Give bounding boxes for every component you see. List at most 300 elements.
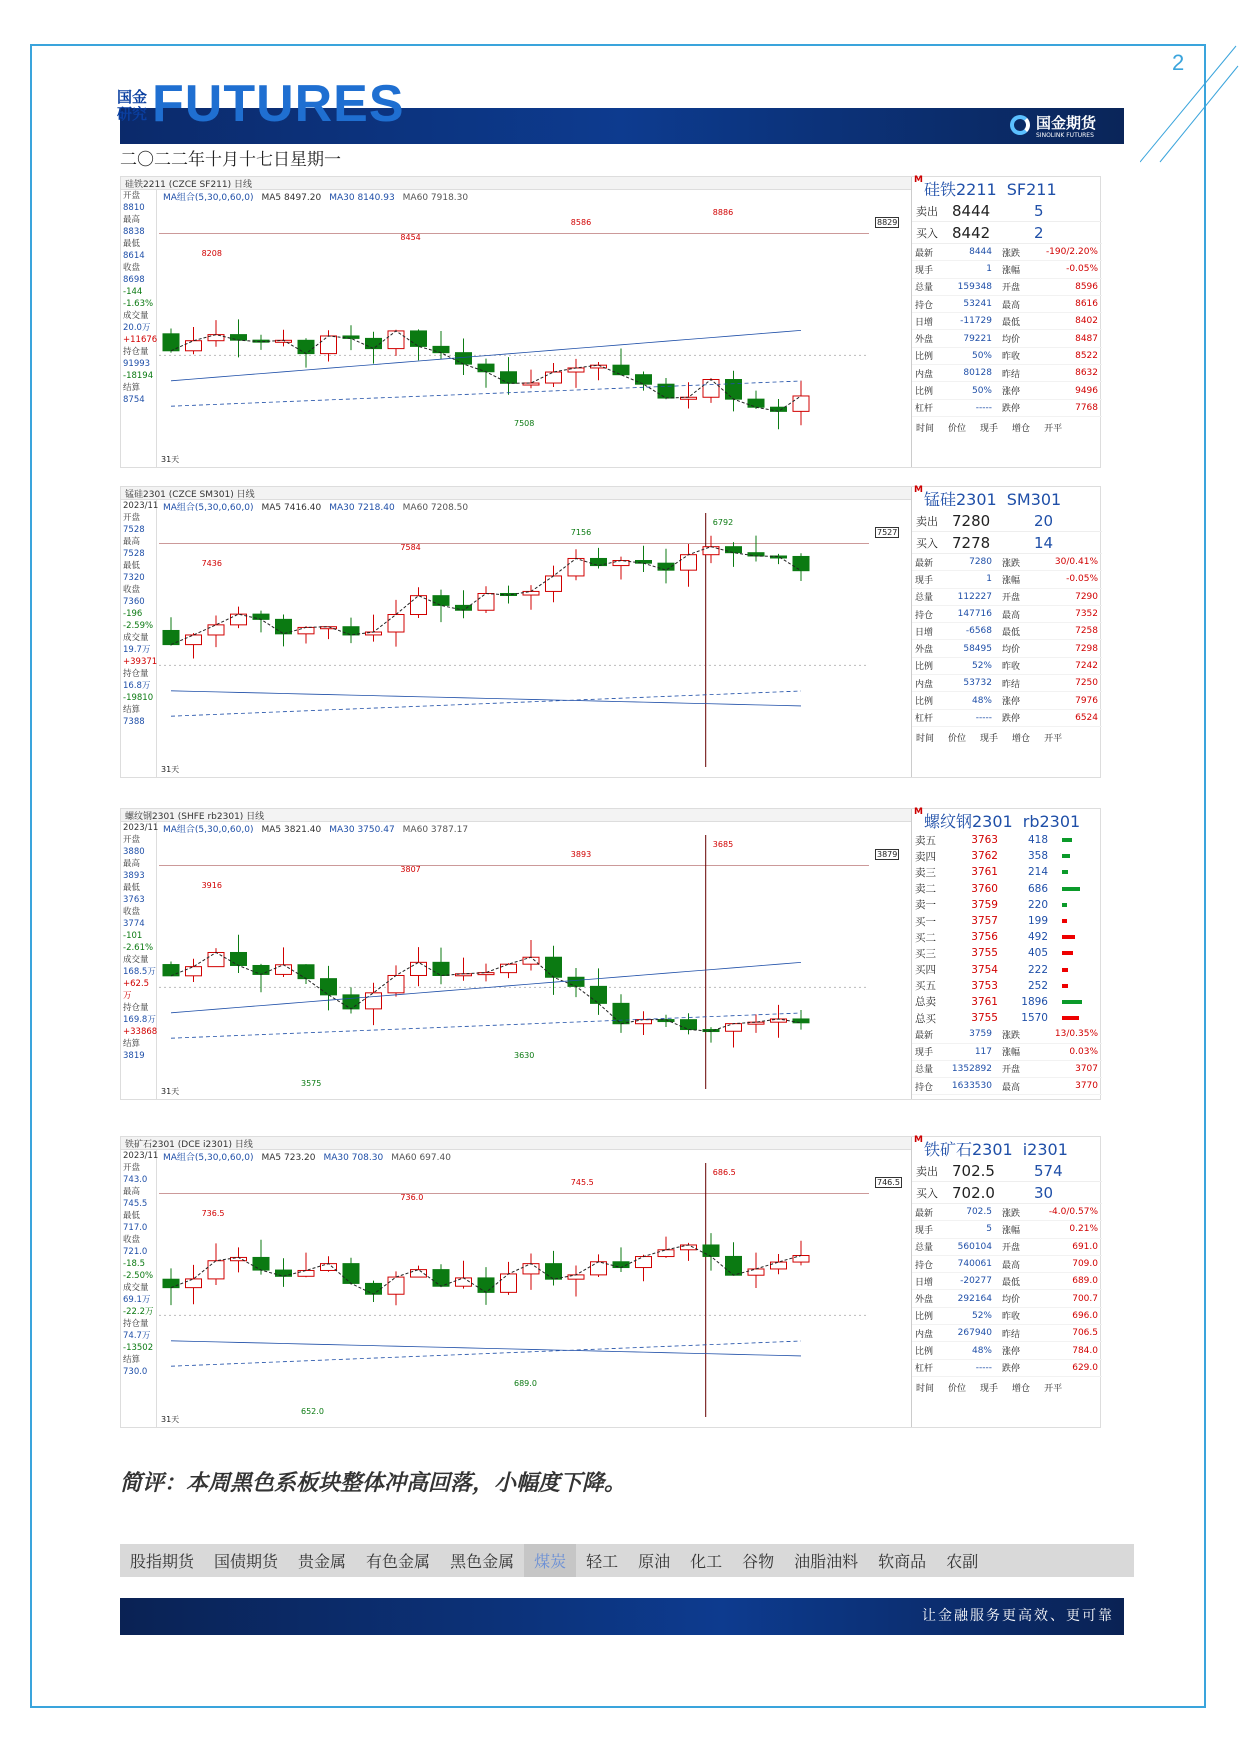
- candle-body: [726, 1256, 742, 1275]
- quote-stats: [912, 244, 1102, 417]
- logo-futures: FUTURES: [152, 75, 405, 133]
- quote-stats: [912, 1204, 1102, 1377]
- ohlc-value: 最高: [123, 537, 141, 547]
- ma-label: MA5 7416.40: [261, 503, 322, 513]
- ohlc-value: 91993: [123, 359, 151, 369]
- ohlc-value: 最高: [123, 215, 141, 225]
- nav-item[interactable]: 煤炭: [524, 1544, 576, 1577]
- ohlc-value: -196: [123, 609, 143, 619]
- ma-label: MA5 3821.40: [261, 825, 322, 835]
- ma-label: MA5 8497.20: [261, 193, 322, 203]
- order-book-row[interactable]: 买三 3755 405: [912, 945, 1102, 961]
- volume-bar: [1062, 854, 1070, 858]
- ohlc-value: +39371: [123, 657, 158, 667]
- volume-bar: [1062, 919, 1067, 923]
- volume-bar: [1062, 887, 1080, 891]
- quote-stats: [912, 1026, 1102, 1095]
- ohlc-value: 168.5万: [123, 967, 156, 977]
- ohlc-value: 169.8万: [123, 1015, 156, 1025]
- candle-body: [681, 1020, 697, 1030]
- nav-item[interactable]: 有色金属: [366, 1552, 431, 1571]
- candle-body: [433, 596, 449, 606]
- volume-bar: [1062, 1000, 1082, 1004]
- ma-label: MA60 7208.50: [402, 503, 469, 513]
- candle-body: [546, 576, 562, 591]
- quote-title[interactable]: M 铁矿石2301 i2301: [912, 1137, 1102, 1160]
- ohlc-value: 最低: [123, 239, 141, 249]
- ask-row[interactable]: 卖出 702.5 574: [912, 1160, 1102, 1182]
- ohlc-sidebar: [121, 190, 157, 467]
- ohlc-value: 16.8万: [123, 681, 151, 691]
- ohlc-value: 3819: [123, 1051, 145, 1061]
- nav-item[interactable]: 贵金属: [298, 1552, 347, 1571]
- ohlc-value: 成交量: [123, 633, 149, 643]
- candle-body: [276, 619, 292, 633]
- ohlc-value: 最高: [123, 1187, 141, 1197]
- ohlc-value: +62.5万: [123, 979, 150, 1001]
- candle-body: [411, 331, 427, 346]
- candle-body: [231, 614, 247, 625]
- ma-label: MA组合(5,30,0,60,0): [163, 1153, 254, 1163]
- ohlc-value: 最低: [123, 883, 141, 893]
- volume-bar: [1062, 870, 1068, 874]
- price-label: 8886: [712, 208, 734, 218]
- ma-label: MA60 7918.30: [402, 193, 469, 203]
- ohlc-value: 7320: [123, 573, 145, 583]
- right-axis-tag: 746.5: [877, 1178, 900, 1187]
- candle-body: [253, 965, 269, 974]
- logo-small-text: 国金 研究: [117, 88, 148, 123]
- ohlc-value: 3774: [123, 919, 145, 929]
- candle-body: [208, 952, 224, 966]
- quote-stat-row: 总量 112227 开盘 7290: [912, 589, 1102, 606]
- quote-stat-row: 持仓 740061 最高 709.0: [912, 1256, 1102, 1273]
- candle-body: [793, 1019, 809, 1023]
- candle-body: [321, 336, 337, 354]
- candle-body: [321, 979, 337, 995]
- ohlc-value: 结算: [123, 383, 141, 393]
- ohlc-value: 8838: [123, 227, 145, 237]
- candle-body: [186, 341, 202, 351]
- candle-body: [433, 346, 449, 352]
- price-label: 3685: [712, 840, 734, 850]
- quote-title[interactable]: M 硅铁2211 SF211: [912, 177, 1102, 200]
- bid-row[interactable]: 买入 8442 2: [912, 222, 1102, 244]
- candle-body: [478, 364, 494, 372]
- quote-stat-row: 外盘 58495 均价 7298: [912, 640, 1102, 657]
- quote-stat-row: 外盘 79221 均价 8487: [912, 330, 1102, 347]
- ohlc-value: 最高: [123, 859, 141, 869]
- nav-item[interactable]: 股指期货: [130, 1552, 195, 1571]
- candle-body: [793, 1256, 809, 1263]
- quote-stats: [912, 554, 1102, 727]
- quote-panel: [911, 1137, 1102, 1427]
- right-axis-tag: 7527: [877, 528, 898, 537]
- candle-body: [568, 977, 584, 986]
- candle-body: [501, 1274, 517, 1292]
- quote-stat-row: 比例 48% 涨停 784.0: [912, 1342, 1102, 1359]
- footer-banner: [120, 1598, 1124, 1635]
- ohlc-value: -144: [123, 287, 143, 297]
- brand-logo: 国金期货 SINOLINK FUTURES: [1010, 112, 1096, 139]
- ohlc-value: 收盘: [123, 263, 141, 273]
- price-label: 652.0: [301, 1406, 324, 1416]
- order-book-row[interactable]: 总卖 3761 1896: [912, 994, 1102, 1010]
- candle-body: [343, 995, 359, 1009]
- quote-stat-row: 总量 1352892 开盘 3707: [912, 1061, 1102, 1078]
- candle-body: [411, 962, 427, 975]
- candle-body: [388, 1277, 404, 1294]
- price-label: 3916: [201, 880, 222, 890]
- candle-body: [546, 1264, 562, 1280]
- price-label: 7436: [201, 558, 222, 568]
- ohlc-value: 最低: [123, 561, 141, 571]
- candle-body: [591, 986, 607, 1003]
- ohlc-value: 730.0: [123, 1367, 148, 1377]
- kline-panel[interactable]: [120, 808, 1101, 1100]
- price-label: 3807: [400, 865, 421, 875]
- nav-item[interactable]: 国债期货: [214, 1552, 279, 1571]
- days-label: 31天: [161, 765, 180, 774]
- nav-item[interactable]: 油脂油料: [794, 1552, 859, 1571]
- candle-body: [208, 625, 224, 635]
- candle-body: [681, 555, 697, 570]
- quote-stat-row: 内盘 53732 昨结 7250: [912, 675, 1102, 692]
- price-label: 8454: [400, 233, 421, 243]
- price-label: 7156: [570, 528, 592, 538]
- candle-body: [771, 556, 787, 558]
- ask-row[interactable]: 卖出 7280 20: [912, 510, 1102, 532]
- ma60-line: [171, 1013, 801, 1038]
- quote-stat-row: 现手 5 涨幅 0.21%: [912, 1221, 1102, 1238]
- candle-body: [636, 1257, 652, 1268]
- quote-stat-row: 比例 48% 涨停 7976: [912, 692, 1102, 709]
- ohlc-value: 19.7万: [123, 645, 151, 655]
- quote-stat-row: 现手 117 涨幅 0.03%: [912, 1044, 1102, 1061]
- right-axis-tag: 3879: [877, 850, 898, 859]
- price-label: 7584: [400, 543, 421, 553]
- quote-stat-row: 持仓 53241 最高 8616: [912, 296, 1102, 313]
- quote-stat-row: 内盘 80128 昨结 8632: [912, 365, 1102, 382]
- kline-panel[interactable]: [120, 176, 1101, 468]
- volume-bar: [1062, 968, 1068, 972]
- trade-columns: [912, 731, 1102, 744]
- candle-body: [523, 383, 539, 385]
- order-book-row[interactable]: 买四 3754 222: [912, 962, 1102, 978]
- ohlc-value: 8614: [123, 251, 145, 261]
- candle-body: [163, 965, 179, 976]
- candle-body: [231, 952, 247, 965]
- quote-stat-row: 最新 702.5 涨跌 -4.0/0.57%: [912, 1204, 1102, 1221]
- quote-stat-row: 杠杆 ----- 跌停 629.0: [912, 1360, 1102, 1377]
- order-book-row[interactable]: 买一 3757 199: [912, 913, 1102, 929]
- comment-text: 简评：本周黑色系板块整体冲高回落，小幅度下降。: [120, 1471, 627, 1496]
- candle-body: [523, 1264, 539, 1274]
- order-book-row[interactable]: 卖五 3763 418: [912, 832, 1102, 848]
- quote-panel: [911, 809, 1102, 1099]
- trade-column-label: 增仓: [1012, 423, 1031, 434]
- report-date: 二〇二二年十月十七日星期一: [120, 150, 341, 170]
- trade-column-label: 价位: [948, 1383, 967, 1394]
- ma-legend: [163, 190, 476, 203]
- candle-body: [208, 335, 224, 341]
- quote-panel: [911, 487, 1102, 777]
- ohlc-value: 8698: [123, 275, 145, 285]
- candle-body: [366, 338, 382, 348]
- ohlc-value: 持仓量: [123, 669, 149, 679]
- order-book: [912, 832, 1102, 1026]
- ma-label: MA组合(5,30,0,60,0): [163, 503, 254, 513]
- ohlc-value: 2023/11: [123, 501, 159, 511]
- quote-title[interactable]: M 螺纹钢2301 rb2301: [912, 809, 1102, 832]
- candlestick-chart[interactable]: [159, 513, 869, 767]
- ohlc-value: 收盘: [123, 585, 141, 595]
- volume-bar: [1062, 903, 1067, 907]
- price-label: 3575: [301, 1078, 322, 1088]
- panel-header[interactable]: 螺纹钢2301 (SHFE rb2301) 日线: [121, 809, 911, 822]
- ohlc-value: 745.5: [123, 1199, 148, 1209]
- ohlc-value: 717.0: [123, 1223, 148, 1233]
- ma-label: MA30 708.30: [323, 1153, 384, 1163]
- ohlc-value: 收盘: [123, 907, 141, 917]
- nav-item[interactable]: 黑色金属: [450, 1552, 515, 1571]
- ohlc-value: 3893: [123, 871, 145, 881]
- quote-stat-row: 日增 -6568 最低 7258: [912, 623, 1102, 640]
- ohlc-sidebar: [121, 500, 157, 777]
- ask-row[interactable]: 卖出 8444 5: [912, 200, 1102, 222]
- candle-body: [748, 1022, 764, 1024]
- trade-columns: [912, 1381, 1102, 1394]
- candle-body: [748, 1269, 764, 1275]
- candle-body: [298, 627, 314, 633]
- quote-stat-row: 现手 1 涨幅 -0.05%: [912, 261, 1102, 278]
- quote-stat-row: 总量 159348 开盘 8596: [912, 279, 1102, 296]
- trade-columns: [912, 421, 1102, 434]
- price-label: 8208: [201, 248, 222, 258]
- price-label: 686.5: [712, 1168, 736, 1178]
- candle-body: [523, 957, 539, 964]
- slogan: 让金融服务更高效、更可靠: [922, 1608, 1114, 1624]
- quote-stat-row: 总量 560104 开盘 691.0: [912, 1239, 1102, 1256]
- ma-label: MA30 8140.93: [329, 193, 395, 203]
- quote-panel: [911, 177, 1102, 467]
- trade-column-label: 开平: [1044, 1383, 1063, 1394]
- order-book-row[interactable]: 总买 3755 1570: [912, 1010, 1102, 1026]
- quote-stat-row: 最新 3759 涨跌 13/0.35%: [912, 1026, 1102, 1043]
- ohlc-value: 持仓量: [123, 347, 149, 357]
- ohlc-value: 成交量: [123, 311, 149, 321]
- candle-body: [748, 399, 764, 407]
- order-book-row[interactable]: 买二 3756 492: [912, 929, 1102, 945]
- trade-column-label: 增仓: [1012, 733, 1031, 744]
- candle-body: [208, 1261, 224, 1279]
- ohlc-value: 结算: [123, 1355, 141, 1365]
- trade-column-label: 时间: [916, 733, 935, 744]
- ohlc-value: 2023/11: [123, 1151, 159, 1161]
- days-label: 31天: [161, 1415, 180, 1424]
- ma-legend: [163, 500, 476, 513]
- nav-item[interactable]: 化工: [690, 1552, 723, 1571]
- ohlc-value: 收盘: [123, 1235, 141, 1245]
- price-label: 736.5: [201, 1208, 225, 1218]
- order-book-row[interactable]: 卖四 3762 358: [912, 848, 1102, 864]
- kline-panel[interactable]: [120, 486, 1101, 778]
- days-label: 31天: [161, 455, 180, 464]
- ohlc-value: 8754: [123, 395, 145, 405]
- ohlc-value: 结算: [123, 1039, 141, 1049]
- candle-body: [546, 372, 562, 383]
- ohlc-value: -1.63%: [123, 299, 154, 309]
- candle-body: [343, 627, 359, 635]
- order-book-row[interactable]: 卖三 3761 214: [912, 864, 1102, 880]
- trade-column-label: 开平: [1044, 423, 1063, 434]
- candle-body: [793, 556, 809, 570]
- page-number: 2: [1172, 50, 1185, 75]
- candle-body: [298, 340, 314, 353]
- price-label: 3630: [514, 1050, 535, 1060]
- trade-column-label: 现手: [980, 423, 999, 434]
- ohlc-value: -2.61%: [123, 943, 154, 953]
- candle-body: [388, 975, 404, 992]
- trade-column-label: 开平: [1044, 733, 1063, 744]
- panel-header[interactable]: 硅铁2211 (CZCE SF211) 日线: [121, 177, 911, 190]
- nav-item[interactable]: 农副: [946, 1552, 979, 1571]
- quote-stat-row: 最新 8444 涨跌 -190/2.20%: [912, 244, 1102, 261]
- ohlc-value: 743.0: [123, 1175, 148, 1185]
- ohlc-value: 7528: [123, 525, 145, 535]
- quote-stat-row: 内盘 267940 昨结 706.5: [912, 1325, 1102, 1342]
- quote-stat-row: 最新 7280 涨跌 30/0.41%: [912, 554, 1102, 571]
- ohlc-sidebar: [121, 822, 157, 1099]
- trade-column-label: 时间: [916, 1383, 935, 1394]
- candle-body: [186, 635, 202, 645]
- trade-column-label: 价位: [948, 733, 967, 744]
- candle-body: [546, 957, 562, 977]
- quote-title[interactable]: M 锰硅2301 SM301: [912, 487, 1102, 510]
- quote-stat-row: 比例 52% 昨收 696.0: [912, 1308, 1102, 1325]
- kline-panel[interactable]: [120, 1136, 1101, 1428]
- volume-bar: [1062, 935, 1075, 939]
- ma-legend: [163, 1150, 459, 1163]
- ohlc-value: 7360: [123, 597, 145, 607]
- price-label: 3893: [570, 850, 592, 860]
- candle-body: [613, 365, 629, 375]
- candle-body: [388, 331, 404, 349]
- candle-body: [703, 380, 719, 398]
- candle-body: [456, 353, 472, 364]
- candle-body: [186, 1279, 202, 1288]
- ma-label: MA5 723.20: [261, 1153, 316, 1163]
- ohlc-value: 69.1万: [123, 1295, 151, 1305]
- ohlc-value: 2023/11: [123, 823, 159, 833]
- price-label: 745.5: [570, 1178, 594, 1188]
- quote-stat-row: 比例 50% 昨收 8522: [912, 348, 1102, 365]
- ohlc-value: 20.0万: [123, 323, 151, 333]
- ma-label: MA30 3750.47: [329, 825, 395, 835]
- nav-item[interactable]: 软商品: [878, 1552, 927, 1571]
- candle-body: [726, 547, 742, 553]
- candle-body: [726, 1024, 742, 1032]
- ohlc-value: 结算: [123, 705, 141, 715]
- quote-stat-row: 持仓 147716 最高 7352: [912, 606, 1102, 623]
- ohlc-sidebar: [121, 1150, 157, 1427]
- brand-icon: [1010, 115, 1030, 135]
- quote-stat-row: 日增 -20277 最低 689.0: [912, 1273, 1102, 1290]
- candle-body: [636, 375, 652, 385]
- candle-body: [478, 593, 494, 610]
- panel-header[interactable]: 铁矿石2301 (DCE i2301) 日线: [121, 1137, 911, 1150]
- order-book-row[interactable]: 卖一 3759 220: [912, 897, 1102, 913]
- candle-body: [501, 964, 517, 972]
- quote-stat-row: 杠杆 ----- 跌停 6524: [912, 710, 1102, 727]
- volume-bar: [1062, 1016, 1079, 1020]
- trade-column-label: 现手: [980, 733, 999, 744]
- ohlc-value: -13502: [123, 1343, 154, 1353]
- ohlc-value: 成交量: [123, 955, 149, 965]
- candle-body: [186, 967, 202, 976]
- candle-body: [298, 965, 314, 979]
- quote-stat-row: 持仓 1633530 最高 3770: [912, 1078, 1102, 1095]
- quote-stat-row: 外盘 292164 均价 700.7: [912, 1290, 1102, 1307]
- ma-label: MA30 7218.40: [329, 503, 395, 513]
- price-label: 736.0: [400, 1193, 424, 1203]
- candle-body: [478, 1278, 494, 1292]
- nav-item[interactable]: 轻工: [586, 1552, 619, 1571]
- corner-decoration: [1140, 44, 1240, 164]
- candle-body: [771, 1262, 787, 1269]
- volume-bar: [1062, 951, 1073, 955]
- trade-column-label: 增仓: [1012, 1383, 1031, 1394]
- ohlc-value: 8810: [123, 203, 145, 213]
- right-axis-tag: 8829: [877, 218, 898, 227]
- candle-body: [366, 1283, 382, 1294]
- candle-body: [501, 372, 517, 384]
- bid-row[interactable]: 买入 7278 14: [912, 532, 1102, 554]
- ohlc-value: 74.7万: [123, 1331, 151, 1341]
- price-label: 6792: [712, 518, 734, 528]
- bid-row[interactable]: 买入 702.0 30: [912, 1182, 1102, 1204]
- candle-body: [343, 1264, 359, 1284]
- order-book-row[interactable]: 买五 3753 252: [912, 978, 1102, 994]
- ma-label: MA组合(5,30,0,60,0): [163, 193, 254, 203]
- ohlc-value: -2.50%: [123, 1271, 154, 1281]
- candle-body: [591, 1262, 607, 1275]
- ohlc-value: 开盘: [123, 1163, 141, 1173]
- days-label: 31天: [161, 1087, 180, 1096]
- ohlc-value: -2.59%: [123, 621, 154, 631]
- ohlc-value: 持仓量: [123, 1003, 149, 1013]
- candle-body: [726, 380, 742, 400]
- ohlc-value: -22.2万: [123, 1307, 154, 1317]
- nav-item[interactable]: 原油: [638, 1552, 671, 1571]
- ohlc-value: 3763: [123, 895, 145, 905]
- ohlc-value: -18.5: [123, 1259, 145, 1269]
- candle-body: [523, 591, 539, 595]
- candle-body: [321, 1264, 337, 1271]
- nav-item[interactable]: 谷物: [742, 1552, 775, 1571]
- ohlc-value: 成交量: [123, 1283, 149, 1293]
- quote-stat-row: 现手 1 涨幅 -0.05%: [912, 571, 1102, 588]
- ohlc-value: 持仓量: [123, 1319, 149, 1329]
- order-book-row[interactable]: 卖二 3760 686: [912, 881, 1102, 897]
- trade-column-label: 时间: [916, 423, 935, 434]
- trade-column-label: 价位: [948, 423, 967, 434]
- panel-header[interactable]: 锰硅2301 (CZCE SM301) 日线: [121, 487, 911, 500]
- quote-stat-row: 比例 50% 涨停 9496: [912, 382, 1102, 399]
- candle-body: [276, 965, 292, 975]
- ohlc-value: 7388: [123, 717, 145, 727]
- volume-bar: [1062, 838, 1072, 842]
